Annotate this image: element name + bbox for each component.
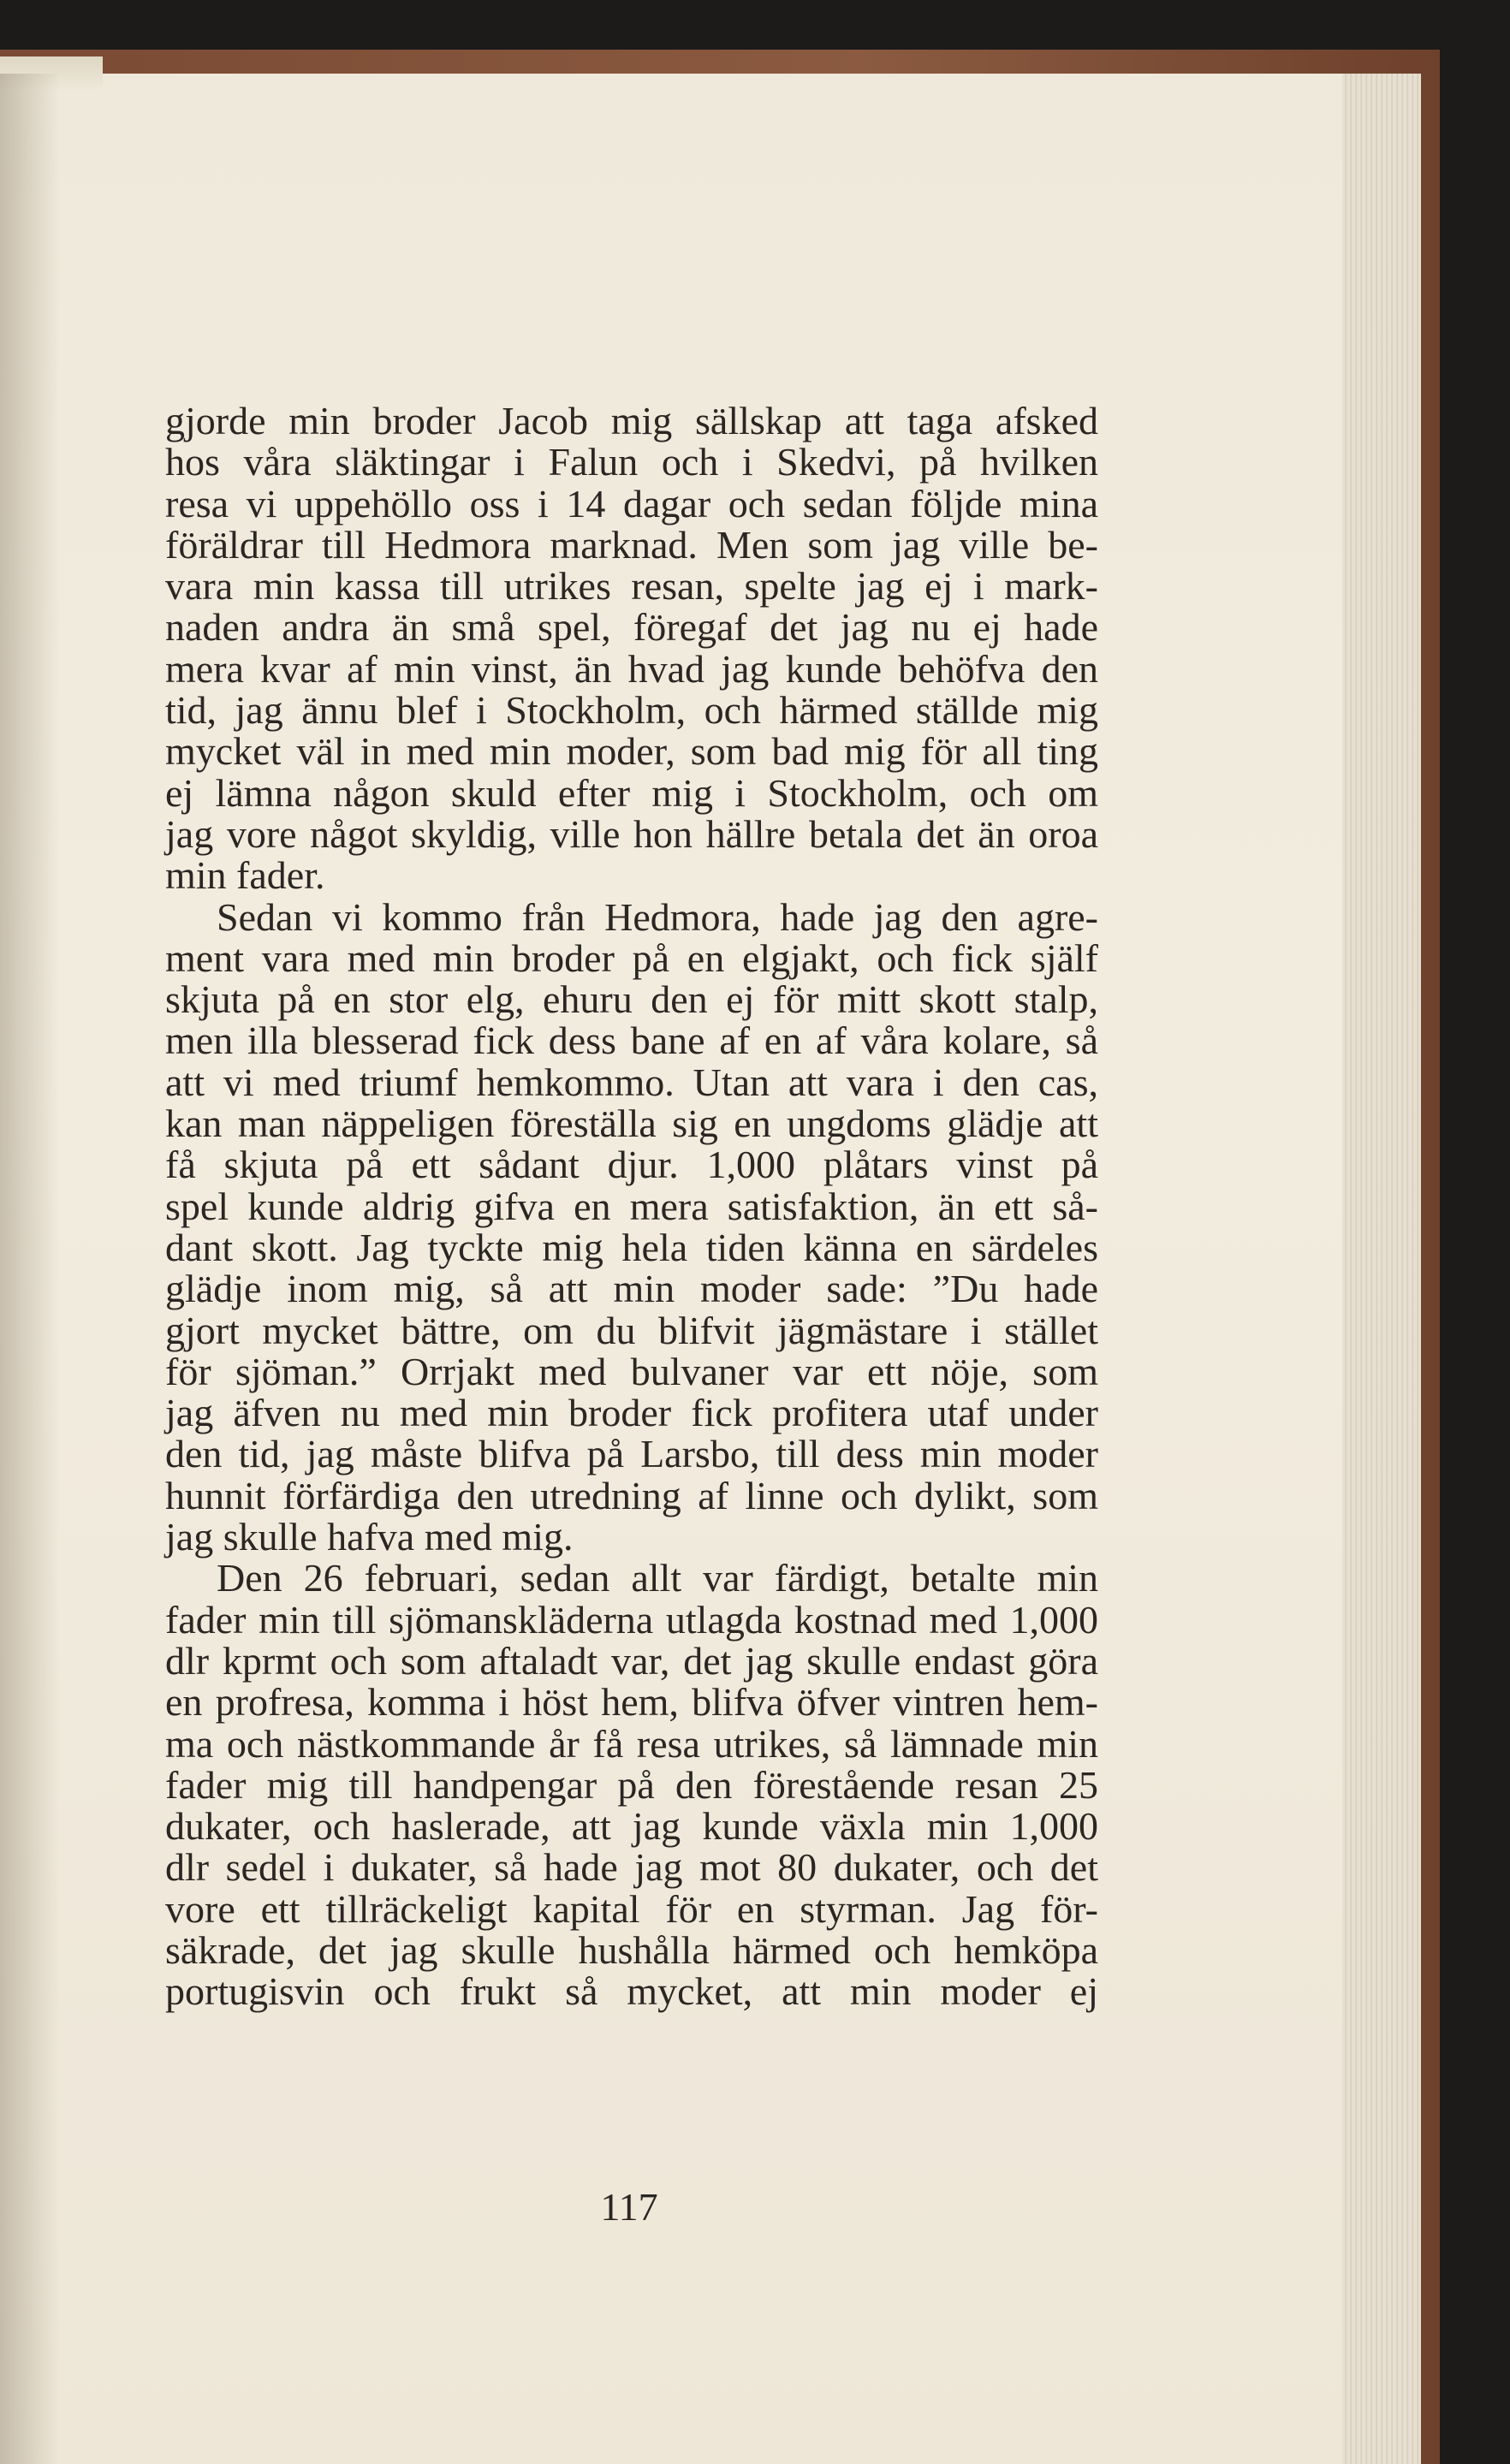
text-line: resa vi uppehöllo oss i 14 dagar och sedan följde mina [165,481,1098,525]
text-line: gjort mycket bättre, om du blifvit jägmästare i stället [165,1308,1098,1352]
text-line: portugisvin och frukt så mycket, att min moder ej [165,1969,1098,2014]
text-line: mycket väl in med min moder, som bad mig för all ting [165,729,1098,774]
text-line: vara min kassa till utrikes resan, spelte jag ej i mark- [165,564,1098,609]
text-line: min fader. [165,853,325,898]
spine-shadow [0,74,60,2464]
text-line: ej lämna någon skuld efter mig i Stockholm, och om [165,770,1098,815]
text-line: att vi med triumf hemkommo. Utan att vara i den cas, [165,1060,1098,1104]
page-edges [1342,74,1421,2464]
text-line: få skjuta på ett sådant djur. 1,000 plåtars vinst på [165,1143,1098,1187]
text-line: för sjöman.” Orrjakt med bulvaner var ett nöje, som [165,1349,1098,1393]
text-line: spel kunde aldrig gifva en mera satisfaktion, än ett så- [165,1184,1098,1228]
text-line: hos våra släktingar i Falun och i Skedvi, på hvilken [165,440,1098,484]
text-line: kan man näppeligen föreställa sig en ungdoms glädje att [165,1101,1098,1146]
text-line: dlr kprmt och som aftaladt var, det jag skulle endast göra [165,1638,1098,1683]
text-line: fader min till sjömanskläderna utlagda kostnad med 1,000 [165,1597,1098,1642]
page-number: 117 [600,2185,658,2229]
text-line: dukater, och haslerade, att jag kunde växla min 1,000 [165,1804,1098,1849]
text-line: hunnit förfärdiga den utredning af linne och dylikt, som [165,1473,1098,1517]
text-line: en profresa, komma i höst hem, blifva öfver vintren hem- [165,1680,1098,1725]
text-line: tid, jag ännu blef i Stockholm, och härmed ställde mig [165,688,1098,733]
text-line: jag vore något skyldig, ville hon hällre betala det än oroa [165,811,1098,856]
text-line: dant skott. Jag tyckte mig hela tiden känna en särdeles [165,1225,1098,1269]
text-line: den tid, jag måste blifva på Larsbo, till dess min moder [165,1432,1098,1476]
text-line: Sedan vi kommo från Hedmora, hade jag den agre- [217,894,1098,939]
text-line: skjuta på en stor elg, ehuru den ej för mitt skott stalp, [165,977,1098,1022]
text-line: jag äfven nu med min broder fick profitera utaf under [165,1391,1098,1435]
text-line: Den 26 februari, sedan allt var färdigt, betalte min [217,1556,1098,1600]
text-line: glädje inom mig, så att min moder sade: ”Du hade [165,1267,1098,1311]
text-line: men illa blesserad fick dess bane af en af våra kolare, så [165,1018,1098,1063]
text-line: gjorde min broder Jacob mig sällskap att taga afsked [165,399,1098,442]
text-line: föräldrar till Hedmora marknad. Men som jag ville be- [165,522,1098,567]
text-line: naden andra än små spel, föregaf det jag nu ej hade [165,605,1098,650]
text-line: vore ett tillräckeligt kapital för en styrman. Jag för- [165,1886,1098,1931]
text-line: mera kvar af min vinst, än hvad jag kunde behöfva den [165,646,1098,691]
text-line: jag skulle hafva med mig. [165,1515,574,1559]
text-line: fader mig till handpengar på den förestående resan 25 [165,1762,1098,1807]
text-line: ment vara med min broder på en elgjakt, och fick själf [165,935,1098,980]
body-text [165,401,1098,2013]
text-line: dlr sedel i dukater, så hade jag mot 80 dukater, och det [165,1845,1098,1890]
text-line: säkrade, det jag skulle hushålla härmed och hemköpa [165,1927,1098,1972]
text-line: ma och nästkommande år få resa utrikes, så lämnade min [165,1721,1098,1766]
